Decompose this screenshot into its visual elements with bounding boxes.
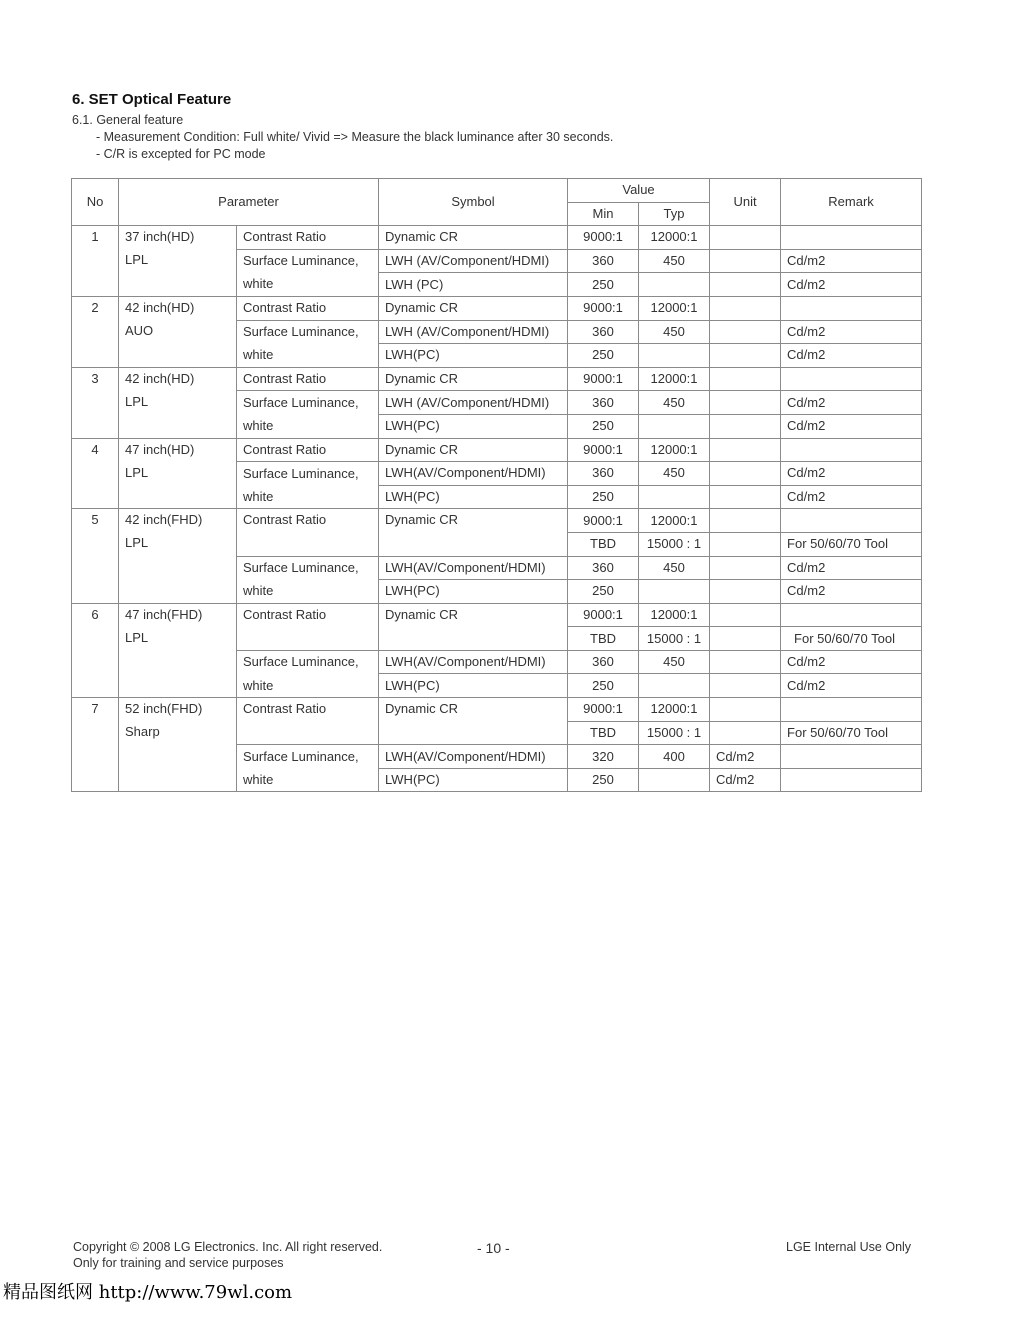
table-row xyxy=(72,462,922,486)
param-white: white xyxy=(237,768,379,792)
symbol-dynamic-cr: Dynamic CR xyxy=(379,438,568,462)
value-typ: 450 xyxy=(639,556,710,580)
header-parameter: Parameter xyxy=(119,179,379,226)
param-contrast-ratio: Contrast Ratio xyxy=(237,698,379,745)
param-surface-luminance: Surface Luminance, xyxy=(237,462,379,486)
unit-cell xyxy=(710,296,781,320)
header-value: Value xyxy=(568,179,710,203)
value-typ: 12000:1 xyxy=(639,509,710,533)
remark-cell: Cd/m2 xyxy=(781,650,922,674)
unit-cell xyxy=(710,603,781,627)
value-typ: 12000:1 xyxy=(639,367,710,391)
unit-cell xyxy=(710,249,781,273)
note-cr-exception: - C/R is excepted for PC mode xyxy=(96,147,266,161)
value-typ: 15000 : 1 xyxy=(639,627,710,651)
value-typ xyxy=(639,674,710,698)
param-surface-luminance: Surface Luminance, xyxy=(237,320,379,344)
remark-cell: Cd/m2 xyxy=(781,556,922,580)
value-typ: 400 xyxy=(639,745,710,769)
value-typ: 450 xyxy=(639,249,710,273)
unit-cell xyxy=(710,698,781,722)
model-size: 42 inch(FHD) xyxy=(119,509,237,533)
remark-cell: Cd/m2 xyxy=(781,485,922,509)
unit-cell xyxy=(710,721,781,745)
param-surface-luminance: Surface Luminance, xyxy=(237,391,379,415)
remark-cell: Cd/m2 xyxy=(781,391,922,415)
value-typ: 12000:1 xyxy=(639,226,710,250)
remark-cell xyxy=(781,768,922,792)
subsection-title: 6.1. General feature xyxy=(72,113,184,127)
unit-cell xyxy=(710,650,781,674)
param-contrast-ratio: Contrast Ratio xyxy=(237,367,379,391)
symbol-lwh-av: LWH(AV/Component/HDMI) xyxy=(379,650,568,674)
model-maker: LPL xyxy=(119,391,237,438)
table-row xyxy=(72,367,922,391)
remark-cell xyxy=(781,603,922,627)
symbol-lwh-pc: LWH(PC) xyxy=(379,344,568,368)
symbol-lwh-pc: LWH(PC) xyxy=(379,768,568,792)
param-contrast-ratio: Contrast Ratio xyxy=(237,509,379,556)
header-no: No xyxy=(72,179,119,226)
value-min: 9000:1 xyxy=(568,698,639,722)
unit-cell xyxy=(710,273,781,297)
unit-cell xyxy=(710,580,781,604)
param-white: white xyxy=(237,485,379,509)
model-maker: LPL xyxy=(119,249,237,296)
value-min: 250 xyxy=(568,485,639,509)
unit-cell xyxy=(710,367,781,391)
table-row xyxy=(72,698,922,722)
param-contrast-ratio: Contrast Ratio xyxy=(237,438,379,462)
watermark: 精品图纸网 http://www.79wl.com xyxy=(3,1282,293,1303)
unit-cell xyxy=(710,391,781,415)
value-min: 360 xyxy=(568,320,639,344)
model-no: 7 xyxy=(72,698,119,792)
value-typ xyxy=(639,273,710,297)
symbol-lwh-pc: LWH(PC) xyxy=(379,485,568,509)
symbol-lwh-pc: LWH(PC) xyxy=(379,580,568,604)
unit-cell xyxy=(710,556,781,580)
remark-cell: Cd/m2 xyxy=(781,344,922,368)
model-size: 42 inch(HD) xyxy=(119,296,237,320)
value-typ: 12000:1 xyxy=(639,603,710,627)
model-maker: LPL xyxy=(119,532,237,603)
remark-cell: Cd/m2 xyxy=(781,580,922,604)
param-contrast-ratio: Contrast Ratio xyxy=(237,296,379,320)
value-typ xyxy=(639,485,710,509)
param-white: white xyxy=(237,344,379,368)
value-min: 320 xyxy=(568,745,639,769)
value-typ xyxy=(639,580,710,604)
param-surface-luminance: Surface Luminance, xyxy=(237,745,379,769)
value-typ xyxy=(639,768,710,792)
model-size: 37 inch(HD) xyxy=(119,226,237,250)
remark-cell: Cd/m2 xyxy=(781,249,922,273)
value-typ xyxy=(639,414,710,438)
header-symbol: Symbol xyxy=(379,179,568,226)
header-typ: Typ xyxy=(639,202,710,226)
value-min: 250 xyxy=(568,273,639,297)
model-size: 47 inch(HD) xyxy=(119,438,237,462)
symbol-lwh-pc: LWH (PC) xyxy=(379,273,568,297)
param-surface-luminance: Surface Luminance, xyxy=(237,650,379,674)
model-maker: LPL xyxy=(119,462,237,509)
value-min: 9000:1 xyxy=(568,438,639,462)
param-contrast-ratio: Contrast Ratio xyxy=(237,226,379,250)
model-no: 1 xyxy=(72,226,119,297)
remark-cell: Cd/m2 xyxy=(781,273,922,297)
remark-cell xyxy=(781,367,922,391)
symbol-dynamic-cr: Dynamic CR xyxy=(379,226,568,250)
unit-cell xyxy=(710,627,781,651)
model-size: 42 inch(HD) xyxy=(119,367,237,391)
unit-cell: Cd/m2 xyxy=(710,745,781,769)
value-min: 360 xyxy=(568,650,639,674)
value-min: 360 xyxy=(568,462,639,486)
model-no: 3 xyxy=(72,367,119,438)
unit-cell xyxy=(710,226,781,250)
model-maker: Sharp xyxy=(119,721,237,792)
value-min: 9000:1 xyxy=(568,296,639,320)
symbol-lwh-av: LWH (AV/Component/HDMI) xyxy=(379,320,568,344)
symbol-lwh-av: LWH (AV/Component/HDMI) xyxy=(379,249,568,273)
param-white: white xyxy=(237,674,379,698)
value-min: 9000:1 xyxy=(568,367,639,391)
remark-cell: Cd/m2 xyxy=(781,674,922,698)
footer-training: Only for training and service purposes xyxy=(73,1256,284,1270)
remark-cell xyxy=(781,509,922,533)
value-min: 9000:1 xyxy=(568,226,639,250)
table-row xyxy=(72,509,922,533)
note-measurement-condition: - Measurement Condition: Full white/ Vivid => Measure the black luminance after 30 seconds. xyxy=(96,130,614,144)
remark-cell: For 50/60/70 Tool xyxy=(781,532,922,556)
value-min: 250 xyxy=(568,768,639,792)
remark-cell xyxy=(781,438,922,462)
param-white: white xyxy=(237,414,379,438)
unit-cell xyxy=(710,438,781,462)
unit-cell: Cd/m2 xyxy=(710,768,781,792)
symbol-dynamic-cr: Dynamic CR xyxy=(379,367,568,391)
page-number: - 10 - xyxy=(477,1240,510,1256)
footer-copyright: Copyright © 2008 LG Electronics. Inc. All right reserved. xyxy=(73,1240,383,1254)
model-size: 47 inch(FHD) xyxy=(119,603,237,627)
value-typ: 12000:1 xyxy=(639,296,710,320)
model-size: 52 inch(FHD) xyxy=(119,698,237,722)
model-maker: LPL xyxy=(119,627,237,698)
remark-cell: For 50/60/70 Tool xyxy=(781,721,922,745)
value-typ: 15000 : 1 xyxy=(639,532,710,556)
table-row xyxy=(72,296,922,320)
value-min: TBD xyxy=(568,627,639,651)
value-min: 250 xyxy=(568,674,639,698)
unit-cell xyxy=(710,485,781,509)
remark-cell: Cd/m2 xyxy=(781,414,922,438)
param-white: white xyxy=(237,273,379,297)
unit-cell xyxy=(710,320,781,344)
value-min: 360 xyxy=(568,391,639,415)
value-min: 360 xyxy=(568,556,639,580)
table-row xyxy=(72,226,922,250)
value-typ: 450 xyxy=(639,320,710,344)
value-typ: 12000:1 xyxy=(639,698,710,722)
table-row xyxy=(72,438,922,462)
value-min: TBD xyxy=(568,721,639,745)
symbol-lwh-av: LWH(AV/Component/HDMI) xyxy=(379,462,568,486)
value-typ: 450 xyxy=(639,462,710,486)
section-heading: 6. SET Optical Feature xyxy=(72,91,232,108)
remark-cell xyxy=(781,296,922,320)
remark-cell: For 50/60/70 Tool xyxy=(781,627,922,651)
value-min: 9000:1 xyxy=(568,603,639,627)
value-min: 250 xyxy=(568,344,639,368)
unit-cell xyxy=(710,462,781,486)
value-min: 250 xyxy=(568,414,639,438)
value-typ: 450 xyxy=(639,650,710,674)
table-row xyxy=(72,391,922,415)
table-row xyxy=(72,249,922,273)
header-unit: Unit xyxy=(710,179,781,226)
unit-cell xyxy=(710,344,781,368)
unit-cell xyxy=(710,532,781,556)
model-no: 2 xyxy=(72,296,119,367)
header-min: Min xyxy=(568,202,639,226)
symbol-lwh-av: LWH(AV/Component/HDMI) xyxy=(379,745,568,769)
symbol-dynamic-cr: Dynamic CR xyxy=(379,296,568,320)
unit-cell xyxy=(710,509,781,533)
remark-cell xyxy=(781,698,922,722)
remark-cell xyxy=(781,745,922,769)
symbol-lwh-pc: LWH(PC) xyxy=(379,414,568,438)
value-typ xyxy=(639,344,710,368)
table-row xyxy=(72,603,922,627)
symbol-dynamic-cr: Dynamic CR xyxy=(379,509,568,556)
symbol-lwh-av: LWH(AV/Component/HDMI) xyxy=(379,556,568,580)
param-surface-luminance: Surface Luminance, xyxy=(237,249,379,273)
model-no: 4 xyxy=(72,438,119,509)
param-white: white xyxy=(237,580,379,604)
model-no: 6 xyxy=(72,603,119,697)
model-no: 5 xyxy=(72,509,119,603)
value-min: 9000:1 xyxy=(568,509,639,533)
remark-cell: Cd/m2 xyxy=(781,462,922,486)
unit-cell xyxy=(710,414,781,438)
unit-cell xyxy=(710,674,781,698)
value-min: 360 xyxy=(568,249,639,273)
param-contrast-ratio: Contrast Ratio xyxy=(237,603,379,650)
optical-feature-table xyxy=(71,178,922,792)
param-surface-luminance: Surface Luminance, xyxy=(237,556,379,580)
footer-internal: LGE Internal Use Only xyxy=(786,1240,912,1254)
table-row xyxy=(72,320,922,344)
value-typ: 450 xyxy=(639,391,710,415)
remark-cell xyxy=(781,226,922,250)
value-typ: 12000:1 xyxy=(639,438,710,462)
symbol-lwh-pc: LWH(PC) xyxy=(379,674,568,698)
symbol-lwh-av: LWH (AV/Component/HDMI) xyxy=(379,391,568,415)
header-remark: Remark xyxy=(781,179,922,226)
value-typ: 15000 : 1 xyxy=(639,721,710,745)
model-maker: AUO xyxy=(119,320,237,367)
symbol-dynamic-cr: Dynamic CR xyxy=(379,603,568,650)
value-min: 250 xyxy=(568,580,639,604)
remark-cell: Cd/m2 xyxy=(781,320,922,344)
symbol-dynamic-cr: Dynamic CR xyxy=(379,698,568,745)
value-min: TBD xyxy=(568,532,639,556)
